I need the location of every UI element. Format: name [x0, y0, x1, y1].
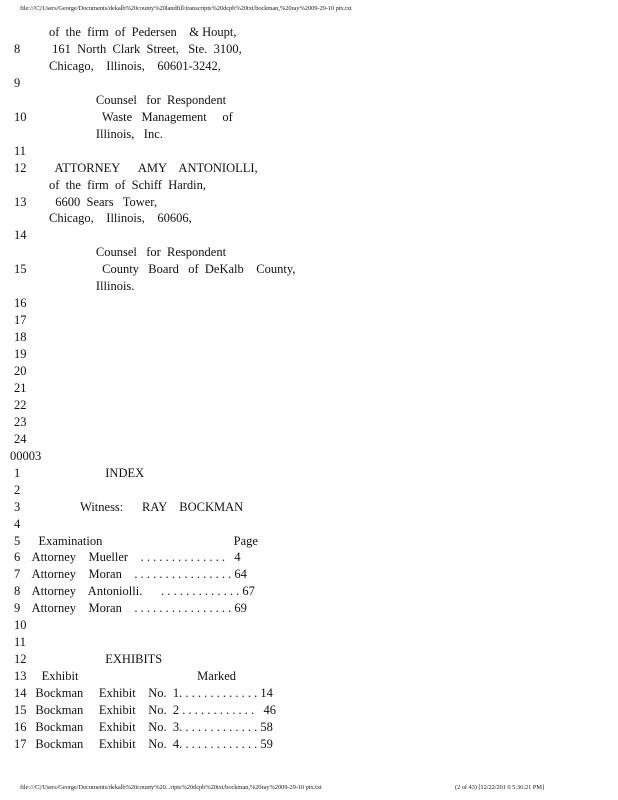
line-number: 11	[14, 143, 27, 158]
transcript-line	[0, 296, 618, 313]
transcript-line	[0, 245, 618, 262]
line-text: INDEX	[49, 465, 145, 480]
line-number: 15	[14, 262, 27, 277]
line-text: Bockman Exhibit No. 4. . . . . . . . . . . . . 59	[26, 736, 273, 751]
transcript-line	[0, 550, 618, 567]
line-text: 6600 Sears Tower,	[49, 194, 158, 209]
line-number: 18	[14, 330, 27, 345]
line-number: 11	[14, 635, 27, 650]
line-text: Waste Management of	[49, 109, 233, 124]
transcript-line	[0, 262, 618, 279]
transcript-line	[0, 720, 618, 737]
line-number: 20	[14, 364, 27, 378]
line-text: 161 North Clark Street, Ste. 3100,	[49, 41, 242, 56]
line-text: Counsel for Respondent	[49, 245, 227, 260]
transcript-line	[0, 517, 618, 534]
transcript-line	[0, 381, 618, 398]
line-number: 19	[14, 347, 27, 362]
line-number: 15	[14, 703, 27, 717]
line-number: 9	[14, 75, 21, 90]
line-text: Attorney Mueller . . . . . . . . . . . . . . 4	[26, 550, 241, 565]
line-text: County Board of DeKalb County,	[49, 262, 296, 277]
line-number: 14	[14, 686, 27, 701]
line-number: 16	[14, 296, 27, 311]
transcript-line	[0, 466, 618, 483]
line-number: 10	[14, 109, 27, 124]
transcript-line	[0, 483, 618, 500]
transcript-line	[0, 635, 618, 652]
line-text: Bockman Exhibit No. 2 . . . . . . . . . . . . 46	[26, 703, 276, 717]
transcript-line	[0, 42, 618, 59]
line-number: 13	[14, 669, 27, 684]
line-number: 24	[14, 431, 27, 446]
transcript-line	[0, 669, 618, 686]
line-text: Examination Page	[26, 533, 258, 548]
transcript-line	[0, 161, 618, 178]
transcript-line	[0, 76, 618, 93]
transcript-line	[0, 432, 618, 449]
line-number: 2	[14, 482, 21, 497]
line-number: 16	[14, 719, 27, 734]
transcript-line	[0, 93, 618, 110]
transcript-line	[0, 59, 618, 76]
line-text: Attorney Antoniolli. . . . . . . . . . . . . . 67	[26, 584, 255, 599]
transcript-line	[0, 534, 618, 551]
line-text: Exhibit Marked	[26, 669, 237, 684]
line-number: 13	[14, 194, 27, 209]
transcript-line	[0, 703, 618, 720]
line-number: 14	[14, 228, 27, 243]
line-number: 10	[14, 618, 27, 633]
line-text: Bockman Exhibit No. 3. . . . . . . . . . . . . 58	[26, 719, 273, 734]
line-text: of the firm of Schiff Hardin,	[49, 177, 207, 192]
transcript-line	[0, 686, 618, 703]
transcript-line	[0, 195, 618, 212]
line-number: 17	[14, 313, 27, 328]
transcript-line	[0, 618, 618, 635]
transcript-line	[0, 449, 618, 466]
footer-page-info: (2 of 43) [12/22/201 0 5:36:21 PM]	[455, 784, 545, 791]
transcript-line	[0, 415, 618, 432]
transcript-line	[0, 347, 618, 364]
line-number: 5	[14, 533, 21, 548]
transcript-line	[0, 500, 618, 517]
transcript-line	[0, 279, 618, 296]
transcript-line	[0, 313, 618, 330]
line-text: ATTORNEY AMY ANTONIOLLI,	[49, 160, 258, 175]
line-number: 21	[14, 380, 27, 395]
transcript-line	[0, 330, 618, 347]
line-text: of the firm of Pedersen & Houpt,	[49, 25, 237, 39]
transcript-line	[0, 110, 618, 127]
line-number: 8	[14, 584, 21, 599]
transcript-line	[0, 584, 618, 601]
line-text: Bockman Exhibit No. 1. . . . . . . . . . . . . 14	[26, 686, 273, 701]
transcript-line	[0, 178, 618, 195]
line-text: Illinois.	[49, 279, 135, 294]
transcript-line	[0, 144, 618, 161]
line-text: EXHIBITS	[49, 652, 163, 667]
footer-file-path: file:///C|/Users/George/Documents/dekalb%20county%20...ripts%20dcpb%20txt/bockman,%20ray%2009-29-10 ptx.txt	[20, 784, 322, 791]
line-number: 7	[14, 567, 21, 582]
transcript-line	[0, 737, 618, 754]
transcript-line	[0, 398, 618, 415]
line-text: Counsel for Respondent	[49, 92, 227, 107]
line-number: 3	[14, 499, 21, 514]
line-number: 6	[14, 550, 21, 565]
line-number: 22	[14, 397, 27, 412]
line-number: 9	[14, 601, 21, 616]
line-number: 23	[14, 414, 27, 429]
transcript-line	[0, 127, 618, 144]
transcript-line	[0, 364, 618, 381]
line-text: Chicago, Illinois, 60606,	[49, 211, 192, 226]
transcript-line	[0, 228, 618, 245]
line-text: Attorney Moran . . . . . . . . . . . . . . . . 69	[26, 601, 247, 616]
line-number: 00003	[10, 448, 42, 463]
line-number: 4	[14, 516, 21, 531]
line-number: 12	[14, 652, 27, 667]
header-file-path: file:///C|/Users/George/Documents/dekalb%20county%20landfill/transcripts%20dcpb%20txt/bockman,%20ray%2009-29-10 ptx.txt	[20, 5, 352, 12]
line-text: Attorney Moran . . . . . . . . . . . . . . . . 64	[26, 567, 247, 582]
line-number: 12	[14, 160, 27, 175]
transcript-line	[0, 652, 618, 669]
line-number: 1	[14, 465, 21, 480]
line-text: Illinois, Inc.	[49, 126, 163, 141]
transcript-line	[0, 25, 618, 42]
line-number: 17	[14, 736, 27, 751]
transcript-line	[0, 211, 618, 228]
line-text: Witness: RAY BOCKMAN	[49, 499, 244, 514]
transcript-line	[0, 601, 618, 618]
line-text: Chicago, Illinois, 60601-3242,	[49, 58, 221, 73]
line-number: 8	[14, 41, 21, 56]
transcript-line	[0, 567, 618, 584]
